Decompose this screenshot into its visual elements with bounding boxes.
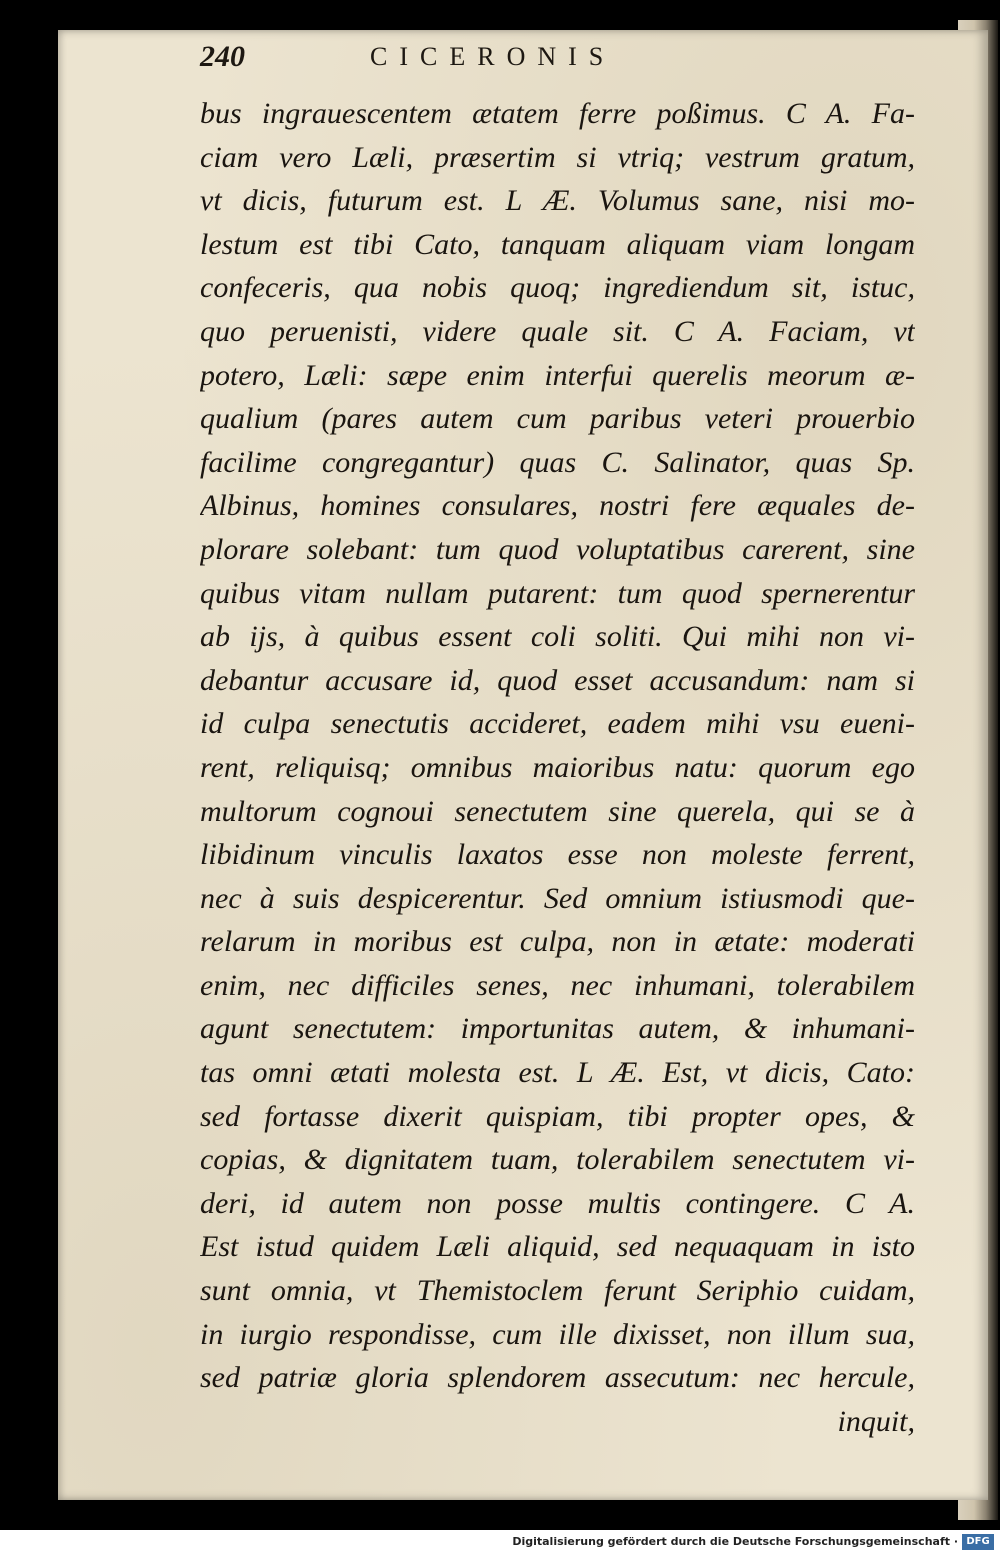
text-line: bus ingrauescentem ætatem ferre poßimus. C A. Fa- — [200, 97, 915, 130]
text-line: Albinus, homines consulares, nostri fere æquales de- — [200, 489, 915, 523]
text-line: quo peruenisti, videre quale sit. C A. Faciam, vt — [200, 314, 915, 348]
text-line: in iurgio respondisse, cum ille dixisset, non illum sua, — [200, 1317, 915, 1351]
text-line: vt dicis, futurum est. L Æ. Volumus sane, nisi mo- — [200, 184, 915, 218]
page-number: 240 — [200, 40, 245, 73]
footer-credit: Digitalisierung gefördert durch die Deutsche Forschungsgemeinschaft · — [512, 1535, 958, 1548]
text-line: libidinum vinculis laxatos esse non moleste ferrent, — [200, 838, 915, 872]
text-line: quibus vitam nullam putarent: tum quod spernerentur — [200, 576, 915, 610]
text-line: deri, id autem non posse multis contingere. C A. — [200, 1186, 915, 1220]
text-line: plorare solebant: tum quod voluptatibus carerent, sine — [200, 532, 915, 566]
text-line: lestum est tibi Cato, tanquam aliquam viam longam — [200, 227, 915, 261]
text-line: relarum in moribus est culpa, non in ætate: moderati — [200, 925, 915, 959]
page-header — [200, 38, 900, 88]
catchword: inquit, — [837, 1404, 915, 1438]
text-line: debantur accusare id, quod esset accusandum: nam si — [200, 663, 915, 697]
text-line: Est istud quidem Læli aliquid, sed nequaquam in isto — [200, 1230, 915, 1264]
text-line: enim, nec difficiles senes, nec inhumani, tolerabilem — [200, 968, 915, 1002]
text-line: id culpa senectutis accideret, eadem mihi vsu eueni- — [200, 707, 915, 741]
text-line: qualium (pares autem cum paribus veteri prouerbio — [200, 402, 915, 436]
text-line: nec à suis despicerentur. Sed omnium istiusmodi que- — [200, 881, 915, 915]
text-line: ciam vero Læli, præsertim si vtriq; vestrum gratum, — [200, 140, 915, 174]
text-line: sed patriæ gloria splendorem assecutum: nec hercule, — [200, 1361, 915, 1395]
text-line: sunt omnia, vt Themistoclem ferunt Seriphio cuidam, — [200, 1274, 915, 1308]
text-line: sed fortasse dixerit quispiam, tibi propter opes, & — [200, 1099, 915, 1133]
running-head: CICERONIS — [370, 42, 616, 71]
text-line: multorum cognoui senectutem sine querela, qui se à — [200, 794, 915, 828]
text-line: copias, & dignitatem tuam, tolerabilem senectutem vi- — [200, 1143, 915, 1177]
text-line: potero, Læli: sæpe enim interfui querelis meorum æ- — [200, 358, 915, 392]
text-line: tas omni ætati molesta est. L Æ. Est, vt dicis, Cato: — [200, 1056, 915, 1090]
text-line: rent, reliquisq; omnibus maioribus natu: quorum ego — [200, 750, 915, 784]
footer-bar — [0, 1530, 1000, 1556]
text-line: confeceris, qua nobis quoq; ingrediendum sit, istuc, — [200, 271, 915, 305]
dfg-logo: DFG — [962, 1534, 994, 1550]
text-line: facilime congregantur) quas C. Salinator, quas Sp. — [200, 445, 915, 479]
body-text — [200, 92, 915, 1443]
text-line: ab ijs, à quibus essent coli soliti. Qui mihi non vi- — [200, 620, 915, 654]
text-line: agunt senectutem: importunitas autem, & inhumani- — [200, 1012, 915, 1046]
